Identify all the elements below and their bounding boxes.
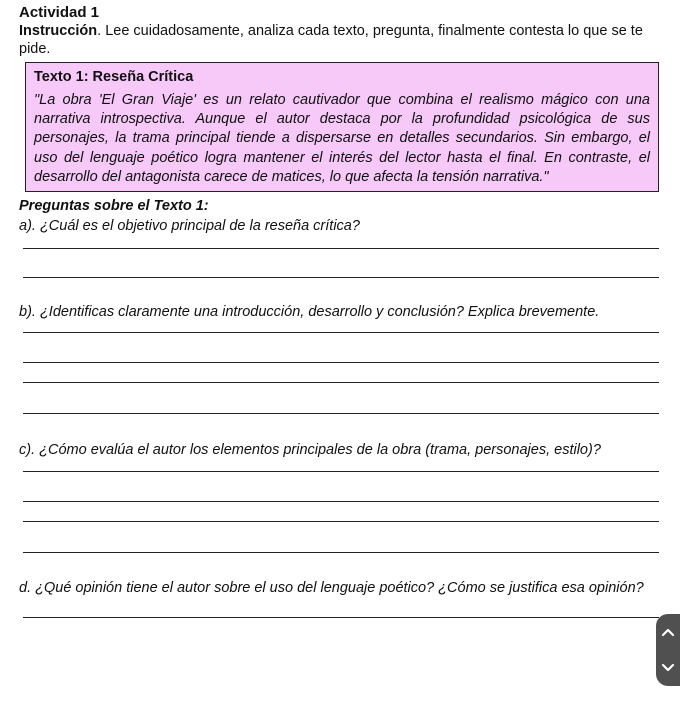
answer-line[interactable] [23,382,659,383]
answer-line[interactable] [23,362,659,363]
answer-line[interactable] [23,552,659,553]
worksheet [19,0,671,618]
activity-title: Actividad 1 [19,4,100,21]
question-c: c). ¿Cómo evalúa el autor los elementos principales de la obra (trama, personajes, estilo)? [19,442,601,459]
answer-line[interactable] [23,413,659,414]
chevron-down-icon[interactable] [661,663,675,673]
questions-heading: Preguntas sobre el Texto 1: [19,198,209,215]
answer-line[interactable] [23,471,659,472]
answer-line[interactable] [23,277,659,278]
question-d: d. ¿Qué opinión tiene el autor sobre el uso del lenguaje poético? ¿Cómo se justifica esa opinión? [19,580,644,597]
instruction-text: . Lee cuidadosamente, analiza cada texto, pregunta, finalmente contesta lo que se te pide. [19,23,643,57]
review-box [25,62,659,192]
scroll-control [656,614,680,686]
chevron-up-icon[interactable] [661,627,675,637]
instruction-label: Instrucción [19,23,98,39]
question-b: b). ¿Identificas claramente una introducción, desarrollo y conclusión? Explica brevemente. [19,304,600,321]
answer-line[interactable] [23,332,659,333]
answer-line[interactable] [23,617,659,618]
answer-line[interactable] [23,248,659,249]
review-title: Texto 1: Reseña Crítica [34,69,194,85]
answer-line[interactable] [23,521,659,522]
review-text: "La obra 'El Gran Viaje' es un relato cautivador que combina el realismo mágico con una narrativa introspectiva. Aunque el autor destaca por la profundidad psicológica de sus personajes, la trama principal tiende a dispersarse en detalles secundarios. Sin embargo, el uso del lenguaje poético logra mantener el interés del lector hasta el final. En contraste, el desarrollo del antagonista carece de matices, lo que afecta la tensión narrativa." [34,92,650,185]
question-a: a). ¿Cuál es el objetivo principal de la reseña crítica? [19,218,360,235]
answer-line[interactable] [23,501,659,502]
instruction [19,22,671,58]
